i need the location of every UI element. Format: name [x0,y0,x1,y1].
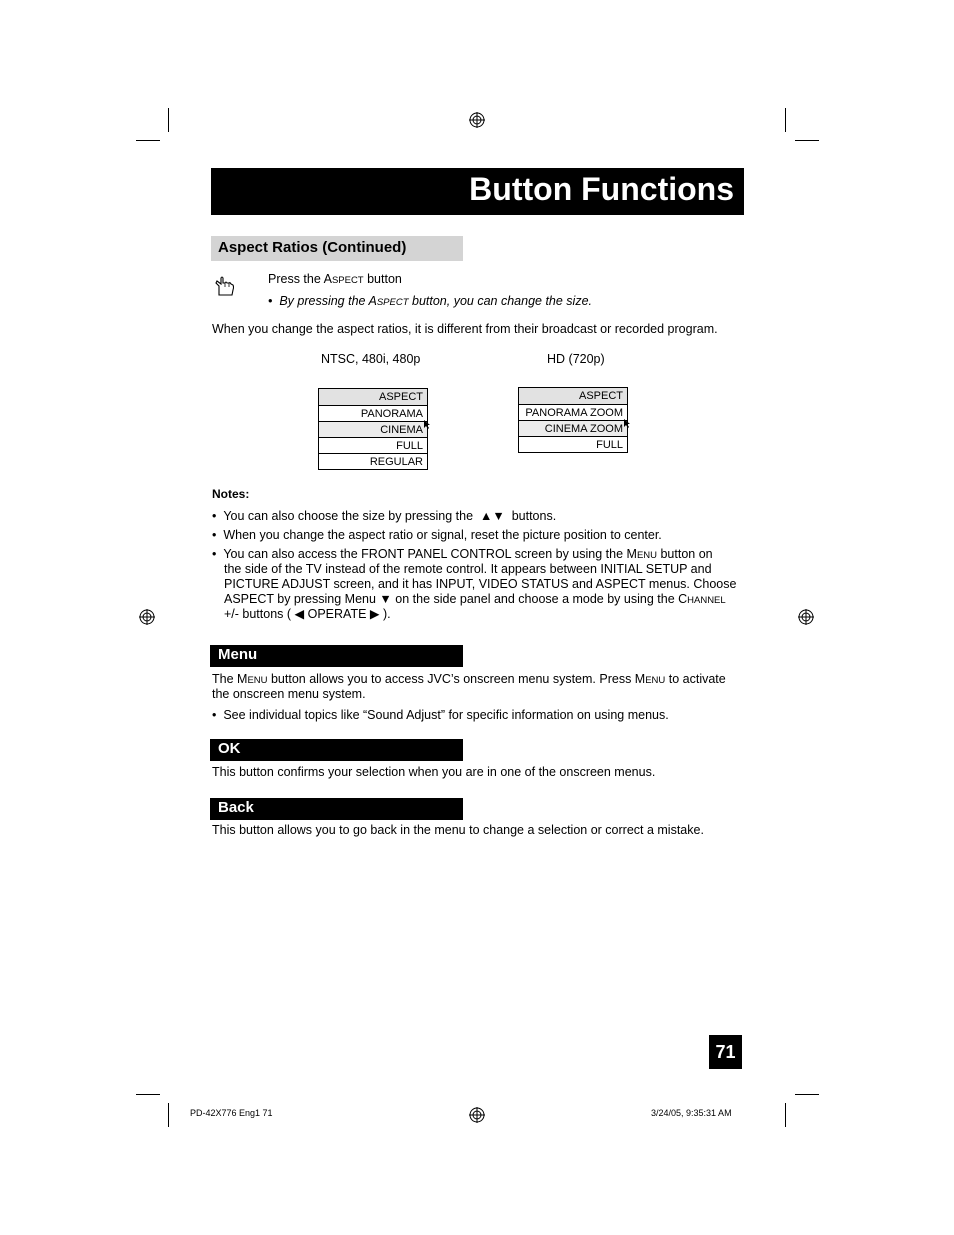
menu-row-header: ASPECT [519,388,627,404]
registration-mark-icon [469,112,485,128]
text-segment: buttons. [511,509,557,523]
text-segment: You can also choose the size by pressing the [223,509,474,523]
registration-mark-icon [139,609,155,625]
ok-description: This button confirms your selection when you are in one of the onscreen menus. [212,765,656,779]
note-item [212,547,713,563]
page-number: 71 [709,1035,742,1069]
menu-row: PANORAMA [319,405,427,421]
text-segment: button allows you to access JVC’s onscreen menu system. Press M [267,672,646,686]
title-bar [211,168,744,215]
text-segment: button, you can change the size. [408,294,592,308]
text-segment: You can also access the FRONT PANEL CONTROL screen by using the M [223,547,637,561]
text-segment: By pressing the A [279,294,377,308]
down-triangle-icon: ▼ [379,592,392,606]
crop-mark [136,1094,160,1095]
footer-left: PD-42X776 Eng1 71 [190,1108,273,1118]
note-item [212,509,556,524]
crop-mark [136,140,160,141]
small-caps-segment: ENU [247,675,268,686]
ntsc-label: NTSC, 480i, 480p [321,352,421,366]
note-line: +/- buttons ( ◀ OPERATE ▶ ). [224,607,391,621]
crop-mark [785,108,786,132]
section-heading-text: Back [218,799,254,816]
text-segment: to activate [665,672,726,686]
menu-row-selected: CINEMA [319,421,427,437]
menu-description [212,672,726,688]
bullet-dot: • [212,528,224,542]
note-line [224,592,726,608]
cursor-arrow-icon [423,419,432,430]
bullet-dot: • [212,547,224,561]
bullet-dot: • [212,509,224,523]
notes-heading: Notes: [212,487,250,501]
text-segment: The M [212,672,248,686]
text-segment: button on [657,547,713,561]
menu-row: REGULAR [319,453,427,469]
menu-bullet [212,708,669,723]
press-aspect-bullet [268,294,592,310]
bullet-dot: • [212,708,224,722]
small-caps-segment: HANNEL [687,595,726,606]
text-segment: button [363,272,402,286]
section-heading-menu [210,645,463,667]
small-caps-segment: ENU [645,675,666,686]
crop-mark [795,1094,819,1095]
menu-description-line: the onscreen menu system. [212,687,366,701]
back-description: This button allows you to go back in the menu to change a selection or correct a mistake. [212,823,704,837]
menu-row: FULL [319,437,427,453]
section-heading-text: Menu [218,646,258,663]
hd-aspect-menu [518,387,628,453]
registration-mark-icon [798,609,814,625]
section-heading-text: OK [218,740,241,757]
note-line: the side of the TV instead of the remote control. It appears between INITIAL SETUP and [224,562,712,576]
section-heading-back [210,798,463,820]
menu-row-selected: CINEMA ZOOM [519,420,627,436]
hand-press-icon [213,275,237,299]
text-segment: When you change the aspect ratio or signal, reset the picture position to center. [223,528,662,542]
menu-row-header: ASPECT [319,389,427,405]
hd-label: HD (720p) [547,352,605,366]
section-heading-ok [210,739,463,761]
note-item [212,528,662,543]
text-segment: See individual topics like “Sound Adjust” for specific information on using menus. [223,708,669,722]
aspect-intro: When you change the aspect ratios, it is different from their broadcast or recorded program. [212,322,718,336]
press-aspect-instruction [268,272,402,288]
crop-mark [168,1103,169,1127]
section-heading-text: Aspect Ratios (Continued) [218,239,407,256]
text-segment: ASPECT by pressing Menu [224,592,376,606]
cursor-arrow-icon [623,418,632,429]
menu-row: FULL [519,436,627,452]
crop-mark [795,140,819,141]
crop-mark [785,1103,786,1127]
small-caps-segment: SPECT [376,297,409,308]
text-segment: on the side panel and choose a mode by using the C [391,592,688,606]
registration-mark-icon [469,1107,485,1123]
page-title: Button Functions [469,171,734,207]
up-down-arrows-icon: ▲▼ [479,509,505,523]
small-caps-segment: SPECT [331,275,364,286]
ntsc-aspect-menu [318,388,428,470]
menu-row: PANORAMA ZOOM [519,404,627,420]
crop-mark [168,108,169,132]
text-segment: Press the A [268,272,332,286]
small-caps-segment: ENU [636,550,657,561]
note-line: PICTURE ADJUST screen, and it has INPUT, VIDEO STATUS and ASPECT menus. Choose [224,577,737,591]
bullet-dot: • [268,294,280,308]
section-heading-aspect [211,236,463,261]
footer-right: 3/24/05, 9:35:31 AM [651,1108,732,1118]
